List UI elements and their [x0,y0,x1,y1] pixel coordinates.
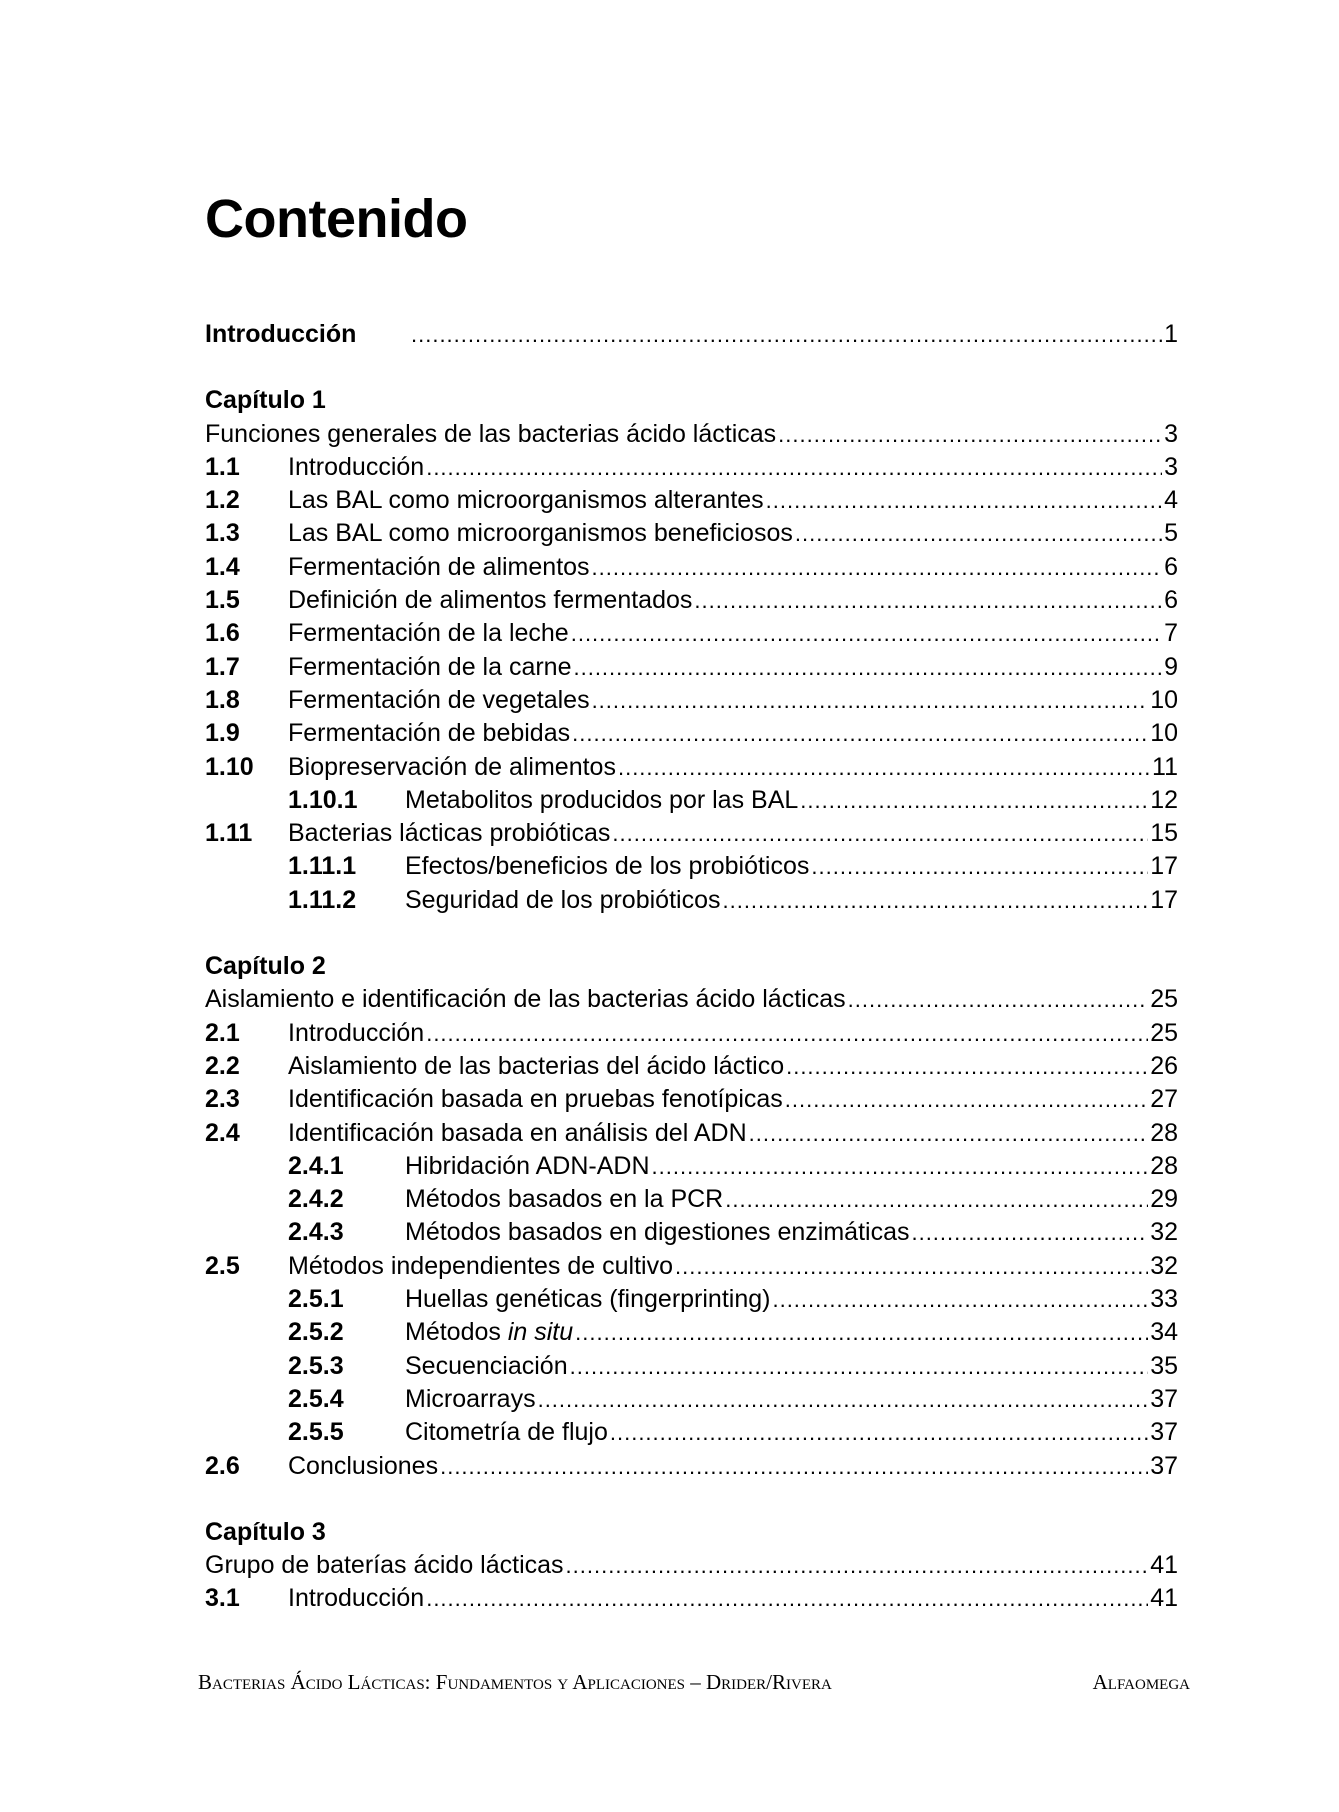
toc-entry-title: Conclusiones [288,1451,439,1480]
toc-entry-title: Introducción [288,1584,425,1613]
toc-entry-title: Fermentación de alimentos [288,552,590,581]
toc-page-number: 25 [1150,985,1178,1014]
toc-entry-title: Fermentación de la leche [288,619,569,648]
toc-entry[interactable] [205,1083,1178,1116]
chapter-3-block [205,1516,1178,1616]
toc-page-number: 12 [1150,785,1178,814]
page-title: Contenido [205,189,468,249]
footer-book-title: Bacterias Ácido Lácticas: Fundamentos y Aplicaciones – Drider/Rivera [198,1670,832,1694]
toc-subentry[interactable] [205,1383,1178,1416]
dot-leader [675,1250,1148,1283]
toc-entry-number: 2.1 [205,1018,240,1047]
toc-subentry[interactable] [205,850,1178,883]
dot-leader [694,584,1162,617]
toc-entry-title: Fermentación de vegetales [288,685,590,714]
toc-page-number: 37 [1150,1384,1178,1413]
toc-page-number: 41 [1150,1584,1178,1613]
toc-subentry[interactable] [205,1283,1178,1316]
dot-leader [786,1050,1148,1083]
toc-page-number: 33 [1150,1285,1178,1314]
toc-page-number: 29 [1150,1185,1178,1214]
toc-entry[interactable] [205,451,1178,484]
toc-page-number: 37 [1150,1418,1178,1447]
toc-page-number: 11 [1152,752,1178,781]
toc-entry[interactable] [205,817,1178,850]
toc-entry-title: Aislamiento de las bacterias del ácido láctico [288,1051,785,1080]
toc-entry[interactable] [205,1450,1178,1483]
toc-entry-number: 3.1 [205,1584,240,1613]
toc-entry-title: Hibridación ADN-ADN [405,1151,650,1180]
toc-page-number: 17 [1150,852,1178,881]
toc-entry-number: 2.4.1 [288,1151,344,1180]
toc-page-number: 7 [1164,619,1178,648]
toc-page-number: 6 [1164,552,1178,581]
toc-page-number: 35 [1150,1351,1178,1380]
toc-entry[interactable] [205,684,1178,717]
toc-entry[interactable] [205,1017,1178,1050]
chapter-1-block [205,384,1178,917]
toc-entry[interactable] [205,1117,1178,1150]
toc-subentry[interactable] [205,784,1178,817]
toc-entry-number: 1.5 [205,586,240,615]
toc-entry-number: 2.2 [205,1051,240,1080]
dot-leader [573,651,1162,684]
dot-leader [610,1416,1148,1449]
toc-entry-title: Huellas genéticas (fingerprinting) [405,1285,771,1314]
toc-subentry[interactable] [205,1216,1178,1249]
toc-entry-title: Las BAL como microorganismos alterantes [288,486,764,515]
toc-entry[interactable] [205,1582,1178,1615]
footer-publisher: Alfaomega [1092,1670,1190,1694]
toc-page-number: 37 [1150,1451,1178,1480]
toc-entry-title: Citometría de flujo [405,1418,608,1447]
toc-page-number: 26 [1150,1051,1178,1080]
toc-entry-title: Fermentación de la carne [288,652,572,681]
toc-entry-number: 2.5.5 [288,1418,344,1447]
dot-leader [570,1350,1149,1383]
toc-page-number: 9 [1164,652,1178,681]
table-of-contents [205,318,1178,1616]
toc-entry-title: Métodos in situ [405,1318,574,1347]
toc-entry-number: 1.8 [205,685,240,714]
toc-entry-number: 1.7 [205,652,240,681]
toc-entry-title: Metabolitos producidos por las BAL [405,785,799,814]
toc-entry-number: 2.5.2 [288,1318,344,1347]
dot-leader [795,517,1162,550]
toc-entry[interactable] [205,1250,1178,1283]
toc-entry-title: Secuenciación [405,1351,568,1380]
toc-entry-title: Métodos basados en la PCR [405,1185,724,1214]
toc-entry-number: 2.5.1 [288,1285,344,1314]
toc-entry-title: Definición de alimentos fermentados [288,586,693,615]
dot-leader [800,784,1148,817]
toc-entry-number: 2.5 [205,1251,240,1280]
toc-entry-number: 2.5.3 [288,1351,344,1380]
toc-entry-title: Identificación basada en pruebas fenotípicas [288,1085,783,1114]
toc-entry-title: Bacterias lácticas probióticas [288,819,611,848]
dot-leader [538,1383,1149,1416]
dot-leader [440,1450,1148,1483]
toc-intro-row[interactable] [205,318,1178,351]
dot-leader [652,1150,1149,1183]
toc-entry-number: 1.11.1 [288,852,357,881]
toc-page-number: 10 [1150,685,1178,714]
toc-page-number: 28 [1150,1151,1178,1180]
dot-leader [848,983,1149,1016]
toc-subentry[interactable] [205,1150,1178,1183]
toc-entry[interactable] [205,517,1178,550]
toc-entry-title: Métodos basados en digestiones enzimáticas [405,1218,910,1247]
toc-entry-title: Biopreservación de alimentos [288,752,616,781]
toc-subentry[interactable] [205,1183,1178,1216]
toc-entry-number: 2.4.3 [288,1218,344,1247]
toc-entry-title: Efectos/beneficios de los probióticos [405,852,810,881]
dot-leader [592,684,1149,717]
toc-entry-number: 1.4 [205,552,240,581]
toc-entry-number: 1.9 [205,719,240,748]
dot-leader [749,1117,1149,1150]
toc-page-number: 34 [1150,1318,1178,1347]
toc-entry-number: 2.6 [205,1451,240,1480]
dot-leader [592,551,1163,584]
toc-entry[interactable] [205,751,1178,784]
chapter-title-row[interactable] [205,1549,1178,1582]
toc-entry-number: 1.6 [205,619,240,648]
chapter-label: Capítulo 2 [205,952,326,981]
dot-leader [411,318,1162,351]
toc-subentry[interactable] [205,1350,1178,1383]
toc-entry-number: 1.2 [205,486,240,515]
dot-leader [785,1083,1148,1116]
dot-leader [575,1316,1148,1349]
toc-entry[interactable] [205,1050,1178,1083]
dot-leader [911,1216,1148,1249]
toc-entry-number: 1.10 [205,752,254,781]
toc-entry-title: Métodos independientes de cultivo [288,1251,673,1280]
toc-page-number: 28 [1150,1118,1178,1147]
dot-leader [572,717,1148,750]
toc-intro-label: Introducción [205,320,357,348]
toc-page-number: 32 [1150,1218,1178,1247]
toc-page-number: 17 [1150,885,1178,914]
toc-entry[interactable] [205,717,1178,750]
dot-leader [772,1283,1148,1316]
dot-leader [778,418,1162,451]
chapter-title: Aislamiento e identificación de las bacterias ácido lácticas [205,985,846,1014]
toc-subentry[interactable] [205,884,1178,917]
toc-page-number: 3 [1164,452,1178,481]
dot-leader [566,1549,1149,1582]
toc-page-number: 6 [1164,586,1178,615]
chapter-title: Grupo de baterías ácido lácticas [205,1551,564,1580]
toc-entry-number: 2.3 [205,1085,240,1114]
dot-leader [612,817,1148,850]
toc-page-number: 27 [1150,1085,1178,1114]
chapter-2-block [205,950,1178,1483]
toc-entry[interactable] [205,617,1178,650]
toc-entry-number: 2.4 [205,1118,240,1147]
toc-entry-number: 1.10.1 [288,785,358,814]
toc-page-number: 25 [1150,1018,1178,1047]
chapter-title-row[interactable] [205,418,1178,451]
toc-entry-number: 1.11.2 [288,885,357,914]
toc-page-number: 3 [1164,419,1178,448]
dot-leader [722,884,1148,917]
chapter-title-row[interactable] [205,983,1178,1016]
toc-page-number: 4 [1164,486,1178,515]
dot-leader [571,617,1162,650]
chapter-title: Funciones generales de las bacterias ácido lácticas [205,419,777,448]
toc-entry-title: Introducción [288,1018,425,1047]
italic-term: in situ [507,1318,574,1347]
toc-entry-title: Las BAL como microorganismos beneficiosos [288,519,793,548]
toc-entry-number: 1.3 [205,519,240,548]
dot-leader [618,751,1150,784]
toc-entry-number: 2.4.2 [288,1185,344,1214]
toc-entry-number: 1.1 [205,452,240,481]
toc-entry-title: Microarrays [405,1384,536,1413]
toc-entry-title: Fermentación de bebidas [288,719,571,748]
toc-entry[interactable] [205,484,1178,517]
toc-entry-title: Identificación basada en análisis del ADN [288,1118,747,1147]
page-footer [198,1670,1190,1695]
chapter-label: Capítulo 3 [205,1517,326,1546]
dot-leader [426,1582,1148,1615]
toc-subentry[interactable] [205,1416,1178,1449]
toc-entry[interactable] [205,584,1178,617]
toc-page-number: 15 [1150,819,1178,848]
toc-entry[interactable] [205,651,1178,684]
toc-entry-title: Seguridad de los probióticos [405,885,721,914]
toc-page-number: 32 [1150,1251,1178,1280]
toc-entry[interactable] [205,551,1178,584]
dot-leader [811,850,1148,883]
dot-leader [426,1017,1148,1050]
toc-page-number: 1 [1164,320,1178,348]
dot-leader [426,451,1162,484]
toc-page-number: 41 [1150,1551,1178,1580]
toc-entry-title: Introducción [288,452,425,481]
toc-page-number: 10 [1150,719,1178,748]
dot-leader [725,1183,1148,1216]
dot-leader [766,484,1162,517]
toc-page-number: 5 [1164,519,1178,548]
toc-entry-number: 2.5.4 [288,1384,344,1413]
toc-subentry[interactable] [205,1316,1178,1349]
chapter-label: Capítulo 1 [205,386,326,415]
toc-entry-number: 1.11 [205,819,253,848]
